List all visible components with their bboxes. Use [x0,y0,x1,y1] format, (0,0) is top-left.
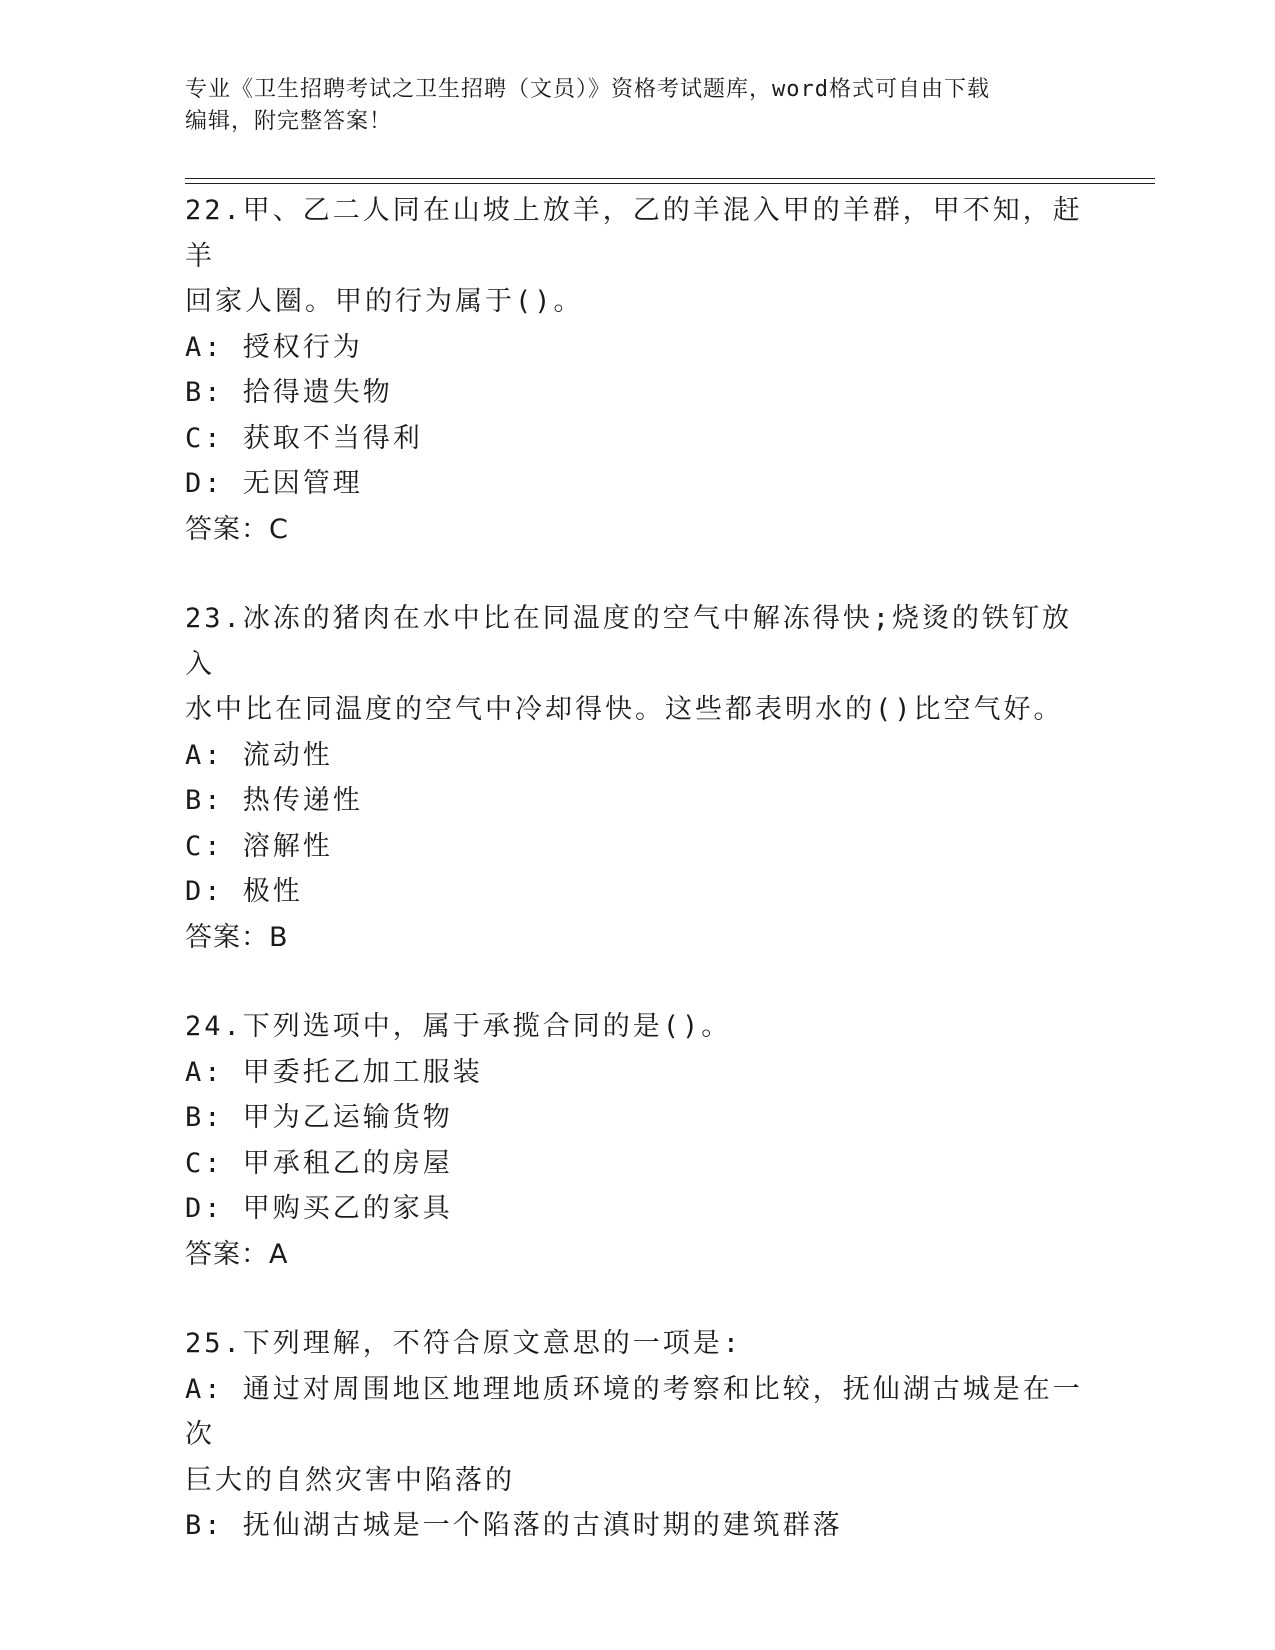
question-block [185,1321,1085,1549]
option-line: D: 无因管理 [185,468,363,499]
option-line: B: 热传递性 [185,785,363,816]
question-stem-line: 24.下列选项中，属于承揽合同的是()。 [185,1011,732,1042]
document-header [185,74,1085,138]
answer-line: 答案：C [185,513,289,545]
option-line: C: 溶解性 [185,830,333,862]
option-line: B: 甲为乙运输货物 [185,1102,453,1133]
question-stem-line: 23.冰冻的猪肉在水中比在同温度的空气中解冻得快;烧烫的铁钉放入 [185,603,1073,680]
answer-line: 答案：A [185,1238,289,1270]
option-line: D: 甲购买乙的家具 [185,1193,453,1224]
option-line: A: 流动性 [185,739,333,771]
question-stem-line: 回家人圈。甲的行为属于()。 [185,286,584,317]
header-line-2: 编辑，附完整答案！ [185,109,393,134]
option-line: C: 甲承租乙的房屋 [185,1147,453,1179]
question-stem-line: 22.甲、乙二人同在山坡上放羊，乙的羊混入甲的羊群，甲不知，赶羊 [185,195,1083,272]
option-line: B: 抚仙湖古城是一个陷落的古滇时期的建筑群落 [185,1510,843,1541]
question-block [185,1004,1085,1277]
question-block [185,596,1085,960]
question-stem-line: 水中比在同温度的空气中冷却得快。这些都表明水的()比空气好。 [185,694,1064,725]
answer-line: 答案：B [185,921,289,953]
option-line: 巨大的自然灾害中陷落的 [185,1464,515,1496]
question-stem-line: 25.下列理解，不符合原文意思的一项是: [185,1328,743,1359]
option-line: D: 极性 [185,876,303,907]
option-line: A: 授权行为 [185,331,363,363]
option-line: A: 甲委托乙加工服装 [185,1056,483,1088]
option-line: C: 获取不当得利 [185,422,423,454]
option-line: A: 通过对周围地区地理地质环境的考察和比较，抚仙湖古城是在一次 [185,1373,1083,1450]
header-line-1: 专业《卫生招聘考试之卫生招聘（文员）》资格考试题库，word格式可自由下载 [185,77,990,102]
header-divider [185,178,1155,184]
question-block [185,188,1085,552]
option-line: B: 拾得遗失物 [185,377,393,408]
question-list [185,188,1085,1593]
